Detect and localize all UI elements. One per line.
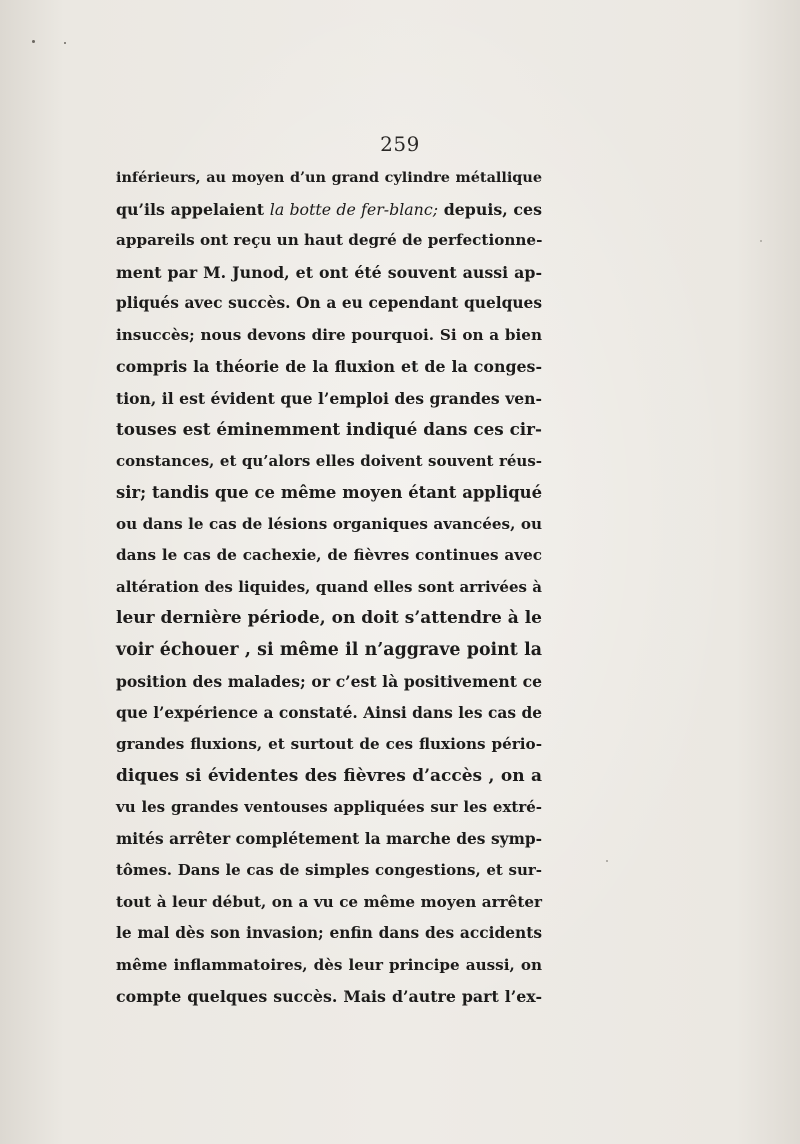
- text-line: constances, et qu’alors elles doivent souvent réus-: [116, 451, 542, 470]
- text-line: grandes fluxions, et surtout de ces fluxions pério-: [116, 735, 542, 753]
- text-line: compris la théorie de la fluxion et de la conges-: [116, 357, 542, 376]
- text-line: tout à leur début, on a vu ce même moyen arrêter: [116, 892, 542, 911]
- text-line-start: qu’ils appelaient: [116, 199, 270, 219]
- text-line: appareils ont reçu un haut degré de perfectionne-: [116, 231, 543, 249]
- text-line-end: depuis, ces: [438, 199, 542, 219]
- text-line: tômes. Dans le cas de simples congestions, et sur-: [116, 861, 542, 879]
- paper-speck: [64, 42, 66, 44]
- text-line: même inflammatoires, dès leur principe aussi, on: [116, 955, 542, 974]
- text-line: tion, il est évident que l’emploi des grandes ven-: [116, 388, 542, 408]
- text-line: leur dernière période, on doit s’attendre à le: [116, 608, 542, 628]
- text-line: mités arrêter complétement la marche des symp-: [116, 829, 542, 848]
- body-text: [116, 162, 542, 1013]
- paper-speck: [606, 860, 608, 862]
- paper-speck: [760, 240, 762, 242]
- text-line: inférieurs, au moyen d’un grand cylindre métallique: [116, 169, 542, 186]
- text-line: voir échouer , si même il n’aggrave point la: [116, 639, 542, 660]
- page-number: 259: [380, 132, 420, 156]
- text-line: pliqués avec succès. On a eu cependant quelques: [116, 294, 542, 312]
- text-line: insuccès; nous devons dire pourquoi. Si on a bien: [116, 325, 542, 344]
- text-line: position des malades; or c’est là positivement ce: [116, 672, 542, 691]
- text-line: touses est éminemment indiqué dans ces cir-: [116, 419, 542, 439]
- text-line: compte quelques succès. Mais d’autre part l’ex-: [116, 987, 542, 1006]
- text-line: le mal dès son invasion; enfin dans des accidents: [116, 924, 542, 942]
- text-line: sir; tandis que ce même moyen étant appliqué: [116, 483, 542, 502]
- text-line: ou dans le cas de lésions organiques avancées, ou: [116, 514, 542, 533]
- text-line: ment par M. Junod, et ont été souvent aussi ap-: [116, 262, 542, 282]
- text-line: que l’expérience a constaté. Ainsi dans les cas de: [116, 703, 542, 722]
- text-line: altération des liquides, quand elles sont arrivées à: [116, 577, 542, 596]
- paper-speck: [32, 40, 35, 43]
- italic-phrase: la botte de fer-blanc;: [269, 199, 439, 219]
- text-line: vu les grandes ventouses appliquées sur les extré-: [116, 798, 542, 816]
- text-line: dans le cas de cachexie, de fièvres continues avec: [116, 546, 542, 564]
- text-line: [116, 194, 542, 226]
- text-line: diques si évidentes des fièvres d’accès , on a: [116, 765, 542, 786]
